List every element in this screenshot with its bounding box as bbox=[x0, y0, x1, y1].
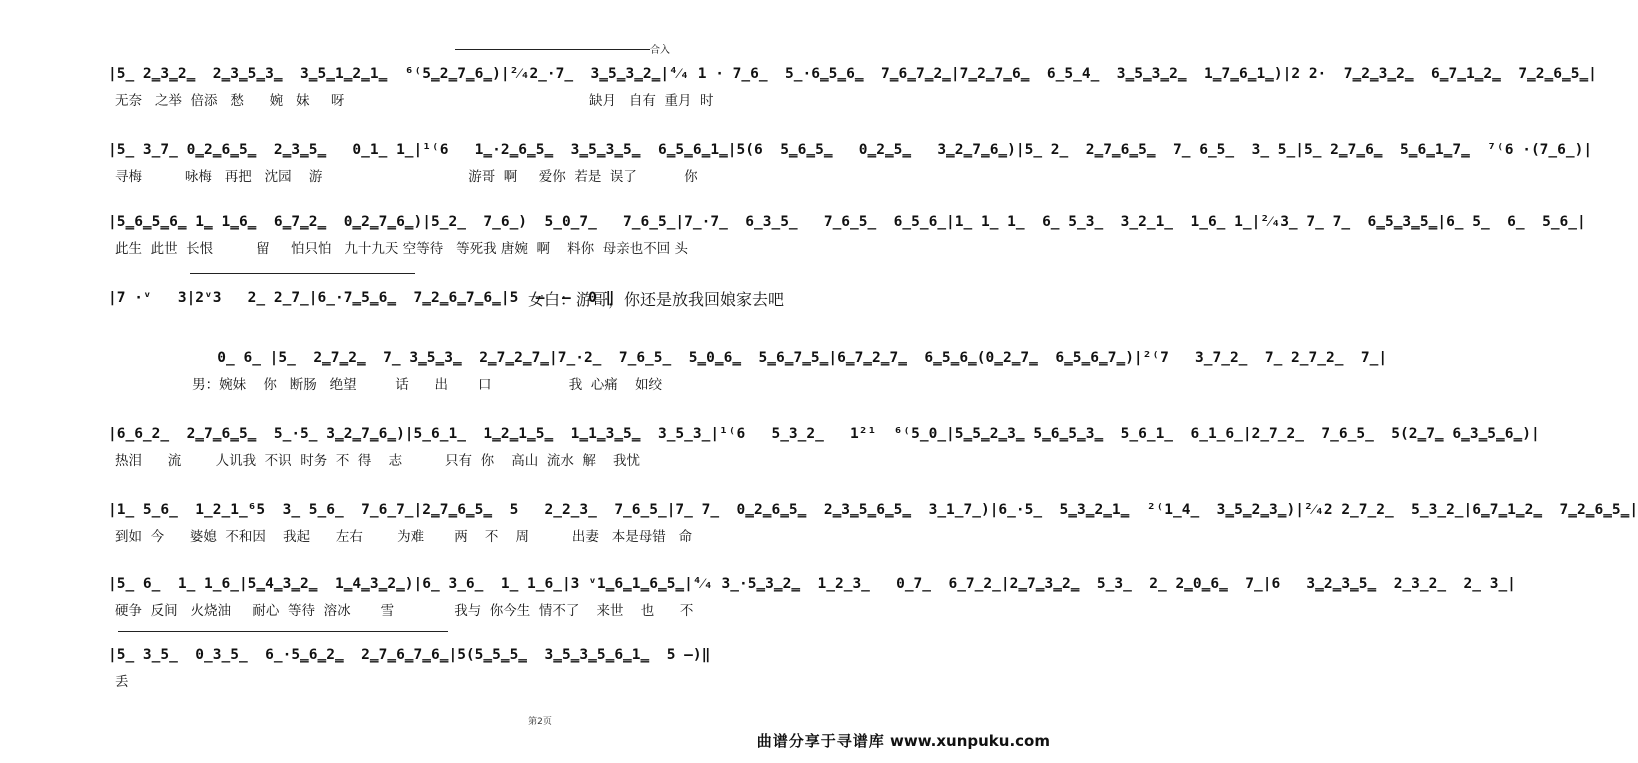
notation-line: |5̲ 3̲7̲ 0̳2̳6̳5̳ 2̳3̳5̳ 0̲1̲ 1̲|¹⁽6 1̳·2̳6̳5̳ 3̳5̳3̳5̳ 6̳5̳6̳1̳|5(6 5̳6̳5̳ 0̳2̳5̳ 3̳2̳7̳6̳)|5̲ 2̲ 2̳7̳6̳5̳ 7̲ 6̲5̲ 3̲ 5̲|5̲ 2̳7̳6̳ 5̳6̳1̳7̳ ⁷⁽6 ·(7̲6̲)| bbox=[108, 142, 1593, 158]
lyric-line: 硬争 反间 火烧油 耐心 等待 溶冰 雪 我与 你今生 情不了 来世 也 不 bbox=[115, 603, 694, 619]
lyric-line: 无奈 之举 倍添 愁 婉 妹 呀 缺月 自有 重月 时 bbox=[115, 93, 714, 109]
site-credit bbox=[757, 730, 1050, 751]
notation-line: 0̲ 6̲ |5̲ 2̳7̳2̳ 7̲ 3̳5̳3̳ 2̳7̳2̳7̳|7̲·2̲ 7̲6̲5̲ 5̳0̳6̳ 5̳6̳7̳5̳|6̳7̳2̳7̳ 6̳5̳6̳(0̳2̳7̳ 6̳5̳6̳7̳)|²⁽7 3̲7̲2̲ 7̲ 2̲7̲2̲ 7̲| bbox=[130, 350, 1388, 366]
notation-line: |5̲ 3̲5̲ 0̲3̲5̲ 6̲·5̳6̳2̳ 2̳7̳6̳7̳6̳|5(5̳5̳5̳ 3̳5̳3̳5̳6̳1̳ 5 –)‖ bbox=[108, 647, 711, 663]
site-credit-text: 曲谱分享于寻谱库 bbox=[756, 732, 885, 750]
top-slur bbox=[455, 49, 650, 50]
spoken-line: 女白：游哥，你还是放我回娘家去吧 bbox=[528, 290, 785, 309]
lyric-line: 寻梅 咏梅 再把 沈园 游 游哥 啊 爱你 若是 误了 你 bbox=[115, 169, 698, 185]
lyric-line: 热泪 流 人讥我 不识 时务 不 得 志 只有 你 高山 流水 解 我忧 bbox=[115, 453, 641, 469]
annotation-top: 合入 bbox=[650, 45, 670, 56]
lyric-line: 男：婉妹 你 断肠 绝望 话 出 口 我 心痛 如绞 bbox=[175, 377, 662, 393]
page-number: 第2页 bbox=[528, 717, 552, 727]
lyric-line: 此生 此世 长恨 留 怕只怕 九十九天 空等待 等死我 唐婉 啊 料你 母亲也不回 头 bbox=[115, 241, 688, 257]
notation-line: |5̳6̳5̳6̳ 1̳ 1̳6̳ 6̳7̳2̳ 0̳2̳7̳6̳)|5̲2̲ 7̲6̲) 5̲0̲7̲ 7̲6̲5̲|7̲·7̲ 6̲3̲5̲ 7̲6̲5̲ 6̲5̲6̲|1̲ 1̲ 1̲ 6̲ 5̲3̲ 3̲2̲1̲ 1̲6̲ 1̲|²⁄₄3̲ 7̲ 7̲ 6̳5̳3̳5̳|6̲ 5̲ 6̲ 5̲6̲| bbox=[108, 214, 1586, 230]
site-credit-url: www.xunpuku.com bbox=[890, 732, 1050, 750]
notation-line: |6̲6̲2̲ 2̳7̳6̳5̳ 5̲·5̲ 3̳2̳7̳6̳)|5̲6̲1̲ 1̳2̳1̳5̳ 1̳1̳3̳5̳ 3̲5̲3̲|¹⁽6 5̲3̲2̲ 1²¹ ⁶⁽5̲0̲|5̳5̳2̳3̳ 5̳6̳5̳3̳ 5̲6̲1̲ 6̲1̲6̲|2̲7̲2̲ 7̲6̲5̲ 5(2̳7̳ 6̳3̳5̳6̳)| bbox=[108, 426, 1540, 442]
notation-line: |5̲ 2̳3̳2̳ 2̳3̳5̳3̳ 3̳5̳1̳2̳1̳ ⁶⁽5̳2̳7̳6̳)|²⁄₄2̲·7̲ 3̳5̳3̳2̳|⁴⁄₄ 1 · 7̲6̲ 5̲·6̳5̳6̳ 7̳6̳7̳2̳|7̳2̳7̳6̳ 6̲5̲4̲ 3̳5̳3̳2̳ 1̳7̳6̳1̳)|2 2· 7̳2̳3̳2̳ 6̳7̳1̳2̳ 7̳2̳6̳5̳| bbox=[108, 66, 1597, 82]
lyric-line: 丢 bbox=[115, 674, 129, 690]
slur-system-9 bbox=[118, 631, 448, 632]
notation-line: |1̲ 5̲6̲ 1̲2̲1̲⁶5 3̲ 5̲6̲ 7̲6̲7̲|2̳7̳6̳5̳ 5 2̲2̲3̲ 7̲6̲5̲|7̲ 7̲ 0̳2̳6̳5̳ 2̳3̳5̳6̳5̳ 3̲1̲7̲)|6̲·5̲ 5̳3̳2̳1̳ ²⁽1̲4̲ 3̳5̳2̳3̳)|²⁄₄2 2̲7̲2̲ 5̲3̲2̲|6̳7̳1̳2̳ 7̳2̳6̳5̳| bbox=[108, 502, 1638, 518]
notation-line: |7 ·ᵛ 3|2ᵛ3 2̲ 2̲7̲|6̲·7̳5̳6̳ 7̳2̳6̳7̳6̳|5 – – 0 ‖ bbox=[108, 290, 615, 306]
slur-system-4 bbox=[190, 273, 415, 274]
lyric-line: 到如 今 婆媳 不和因 我起 左右 为难 两 不 周 出妻 本是母错 命 bbox=[115, 529, 693, 545]
notation-line: |5̲ 6̲ 1̲ 1̲6̲|5̳4̳3̳2̳ 1̳4̳3̳2̳)|6̲ 3̲6̲ 1̲ 1̲6̲|3 ᵛ1̳6̳1̳6̳5̳|⁴⁄₄ 3̲·5̳3̳2̳ 1̲2̲3̲ 0̲7̲ 6̲7̲2̲|2̳7̳3̳2̳ 5̲3̲ 2̲ 2̳0̳6̳ 7̲|6 3̳2̳3̳5̳ 2̲3̲2̲ 2̲ 3̲| bbox=[108, 576, 1516, 592]
